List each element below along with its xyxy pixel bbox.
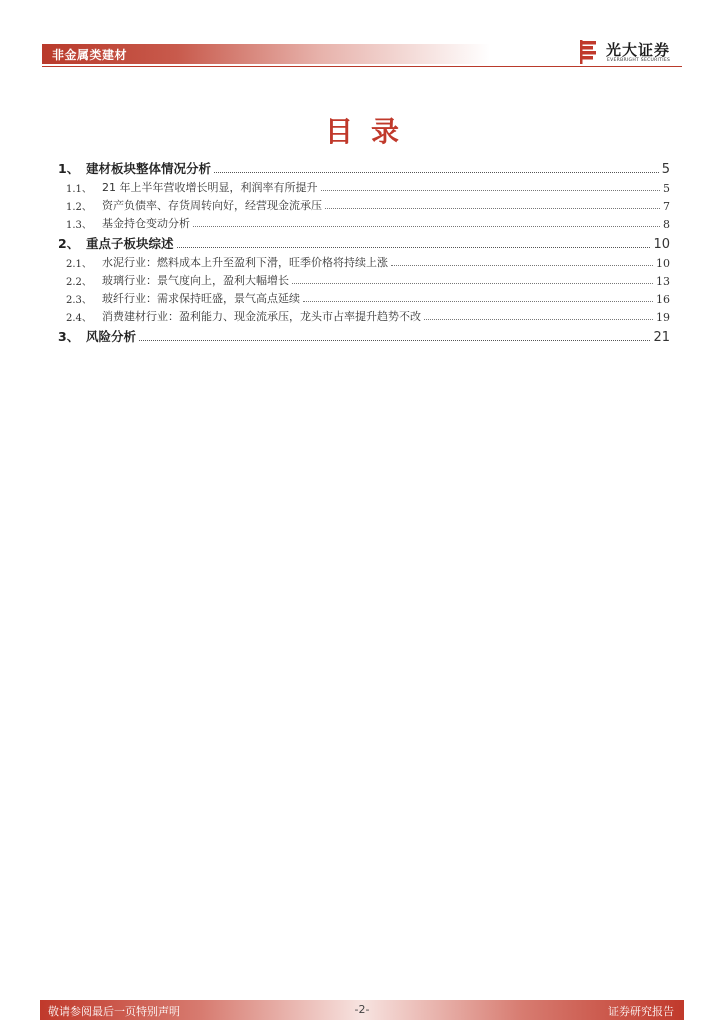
- toc-entry-title: 玻璃行业：景气度向上，盈利大幅增长: [102, 274, 289, 287]
- toc-entry[interactable]: [58, 252, 670, 270]
- toc-entry-page: 5: [661, 162, 670, 177]
- table-of-contents: [58, 156, 670, 345]
- toc-entry-number: 2.4、: [66, 313, 92, 324]
- toc-entry-number: 2.2、: [66, 277, 92, 288]
- toc-entry-number: 2、: [58, 236, 80, 251]
- toc-entry[interactable]: [58, 156, 670, 177]
- toc-entry-page: 10: [656, 257, 670, 270]
- toc-dot-leader: [325, 208, 660, 209]
- toc-dot-leader: [139, 340, 650, 341]
- toc-dot-leader: [391, 265, 653, 266]
- brand-logo: [580, 40, 684, 64]
- toc-entry-title: 21 年上半年营收增长明显，利润率有所提升: [102, 181, 318, 194]
- report-type: 证券研究报告: [608, 1005, 674, 1018]
- toc-entry[interactable]: [58, 306, 670, 324]
- toc-dot-leader: [214, 172, 659, 173]
- toc-dot-leader: [303, 301, 653, 302]
- toc-entry-title: 消费建材行业：盈利能力、现金流承压，龙头市占率提升趋势不改: [102, 310, 421, 323]
- toc-entry-number: 1.3、: [66, 220, 92, 231]
- toc-dot-leader: [292, 283, 653, 284]
- toc-title: 目录: [324, 115, 417, 148]
- header-band: [42, 44, 490, 64]
- toc-entry-title: 建材板块整体情况分析: [86, 161, 212, 176]
- toc-entry-title: 风险分析: [86, 329, 137, 344]
- toc-entry-title: 玻纤行业：需求保持旺盛，景气高点延续: [102, 292, 300, 305]
- header-divider: [42, 66, 682, 67]
- toc-entry-page: 10: [653, 237, 670, 252]
- toc-entry-page: 5: [663, 182, 670, 195]
- toc-entry-title: 资产负债率、存货周转向好，经营现金流承压: [102, 199, 322, 212]
- toc-dot-leader: [424, 319, 653, 320]
- toc-entry-title: 基金持仓变动分析: [102, 217, 190, 230]
- toc-entry-title: 重点子板块综述: [86, 236, 174, 251]
- footer-band: [40, 1000, 684, 1020]
- toc-entry-page: 16: [656, 293, 670, 306]
- toc-entry[interactable]: [58, 324, 670, 345]
- toc-dot-leader: [321, 190, 661, 191]
- toc-entry[interactable]: [58, 213, 670, 231]
- toc-entry-page: 13: [656, 275, 670, 288]
- everbright-logo-icon: [580, 40, 600, 64]
- toc-entry[interactable]: [58, 177, 670, 195]
- toc-entry-page: 7: [663, 200, 670, 213]
- toc-dot-leader: [177, 247, 651, 248]
- toc-entry-number: 3、: [58, 329, 80, 344]
- toc-entry[interactable]: [58, 231, 670, 252]
- page-number: -2-: [354, 1003, 370, 1016]
- toc-entry-number: 2.1、: [66, 259, 92, 270]
- toc-entry[interactable]: [58, 288, 670, 306]
- logo-text: 光大证券: [606, 41, 671, 59]
- section-label: 非金属类建材: [52, 48, 128, 62]
- footer-disclaimer: 敬请参阅最后一页特别声明: [48, 1005, 180, 1018]
- toc-entry-page: 19: [656, 311, 670, 324]
- toc-entry-number: 1、: [58, 161, 80, 176]
- toc-entry-number: 1.1、: [66, 184, 92, 195]
- toc-dot-leader: [193, 226, 660, 227]
- toc-entry-number: 2.3、: [66, 295, 92, 306]
- toc-entry-title: 水泥行业：燃料成本上升至盈利下滑，旺季价格将持续上涨: [102, 256, 388, 269]
- toc-entry-page: 21: [653, 330, 670, 345]
- toc-entry-number: 1.2、: [66, 202, 92, 213]
- toc-entry[interactable]: [58, 270, 670, 288]
- toc-entry-page: 8: [663, 218, 670, 231]
- logo-subtext: EVERBRIGHT SECURITIES: [607, 58, 671, 63]
- toc-entry[interactable]: [58, 195, 670, 213]
